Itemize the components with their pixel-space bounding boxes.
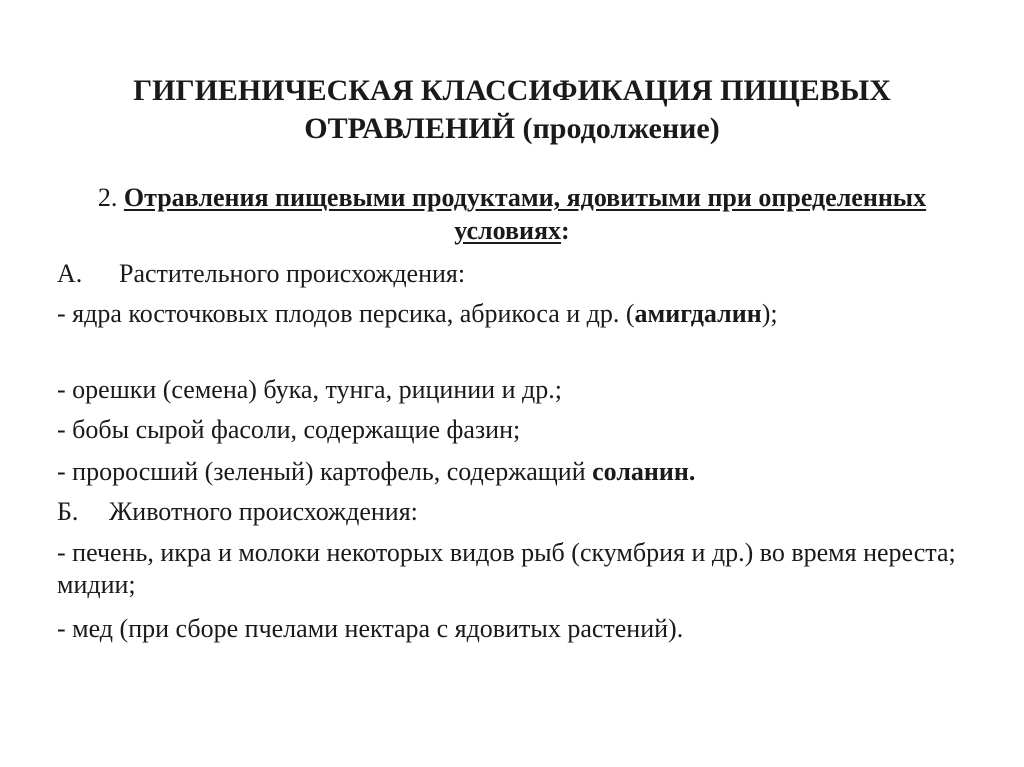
list-item (57, 298, 977, 330)
list-item-text: ); (761, 299, 778, 328)
list-item: - бобы сырой фасоли, содержащие фазин; (57, 415, 521, 444)
slide-title: ГИГИЕНИЧЕСКАЯ КЛАССИФИКАЦИЯ ПИЩЕВЫХ ОТРАВЛЕНИЙ (продолжение) (133, 74, 891, 145)
list-item: - мед (при сборе пчелами нектара с ядовитых растений). (57, 614, 684, 643)
section-a-heading (57, 258, 977, 290)
list-item-bold: соланин. (592, 457, 696, 486)
section-b-heading (57, 496, 977, 528)
list-item: - печень, икра и молоки некоторых видов рыб (скумбрия и др.) во время нереста; мидии; (57, 538, 956, 599)
subtitle-text: Отравления пищевыми продуктами, ядовитыми при определенных условиях (123, 183, 927, 245)
list-item (57, 456, 977, 488)
section-b-label: Животного происхождения: (109, 497, 418, 526)
list-item-text: - ядра косточковых плодов персика, абрикоса и др. ( (57, 299, 635, 328)
list-item-text: - проросший (зеленый) картофель, содержащий (57, 457, 593, 486)
section-a-marker: А. (57, 259, 83, 288)
subtitle-number: 2. (97, 183, 118, 212)
section-a-label: Растительного происхождения: (119, 259, 466, 288)
slide-subtitle (60, 181, 964, 247)
subtitle-colon: : (561, 216, 570, 245)
section-b-marker: Б. (57, 497, 79, 526)
list-item: - орешки (семена) бука, тунга, рицинии и др.; (57, 375, 562, 404)
list-item-bold: амигдалин (634, 299, 762, 328)
